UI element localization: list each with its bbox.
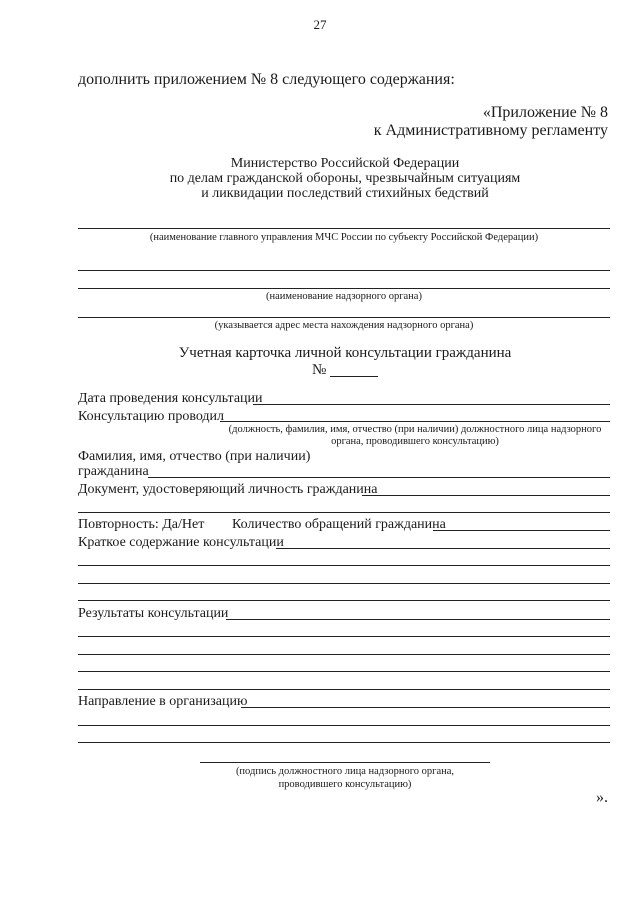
summary-input-line-3[interactable] (78, 583, 610, 584)
official-caption-line-2: органа, проводившего консультацию) (331, 436, 499, 447)
repeat-label: Повторность: Да/Нет (78, 517, 205, 532)
conducted-by-label: Консультацию проводил (78, 409, 225, 424)
signature-caption-line-1: (подпись должностного лица надзорного органа, (235, 766, 455, 777)
request-count-label: Количество обращений гражданина (232, 517, 446, 532)
ministry-line-3: и ликвидации последствий стихийных бедствий (201, 186, 489, 201)
address-line (78, 317, 610, 318)
identity-document-input-line-2[interactable] (78, 512, 610, 513)
referral-label: Направление в организацию (78, 694, 248, 709)
ministry-line-1: Министерство Российской Федерации (230, 156, 460, 171)
closing-quote: ». (596, 789, 608, 806)
date-label: Дата проведения консультации (78, 391, 263, 406)
identity-document-input-line[interactable] (362, 495, 610, 496)
page-number: 27 (313, 17, 327, 32)
citizen-name-input-line[interactable] (148, 477, 610, 478)
supervisory-body-line-1 (78, 270, 610, 271)
summary-input-line-4[interactable] (78, 600, 610, 601)
address-caption: (указывается адрес места нахождения надзорного органа) (214, 320, 474, 331)
referral-input-line-3[interactable] (78, 742, 610, 743)
results-input-line-2[interactable] (78, 636, 610, 637)
referral-input-line-2[interactable] (78, 725, 610, 726)
ministry-line-2: по делам гражданской обороны, чрезвычайным ситуациям (169, 171, 521, 186)
request-count-input-line[interactable] (433, 530, 610, 531)
citizen-name-label-1: Фамилия, имя, отчество (при наличии) (78, 449, 311, 464)
main-department-caption: (наименование главного управления МЧС России по субъекту Российской Федерации) (149, 232, 539, 243)
summary-input-line-2[interactable] (78, 565, 610, 566)
identity-document-label: Документ, удостоверяющий личность гражданина (78, 482, 378, 497)
summary-input-line-1[interactable] (276, 548, 610, 549)
supervisory-body-line-2 (78, 288, 610, 289)
card-number-label: № (312, 362, 327, 378)
conducted-by-input-line[interactable] (220, 421, 610, 422)
card-title: Учетная карточка личной консультации гражданина (178, 345, 512, 361)
summary-label: Краткое содержание консультации (78, 535, 284, 550)
results-input-line-3[interactable] (78, 654, 610, 655)
card-number-line (330, 376, 378, 377)
results-label: Результаты консультации (78, 606, 229, 621)
appendix-line-1: «Приложение № 8 (482, 104, 608, 121)
referral-input-line-1[interactable] (241, 707, 610, 708)
intro-text: дополнить приложением № 8 следующего содержания: (78, 71, 455, 88)
date-input-line[interactable] (253, 404, 610, 405)
main-department-line (78, 228, 610, 229)
results-input-line-5[interactable] (78, 689, 610, 690)
results-input-line-1[interactable] (226, 619, 610, 620)
supervisory-body-caption: (наименование надзорного органа) (266, 291, 422, 302)
results-input-line-4[interactable] (78, 671, 610, 672)
signature-caption-line-2: проводившего консультацию) (278, 779, 412, 790)
signature-line[interactable] (200, 762, 490, 763)
citizen-name-label-2: гражданина (78, 464, 149, 479)
appendix-line-2: к Административному регламенту (373, 122, 608, 139)
official-caption-line-1: (должность, фамилия, имя, отчество (при наличии) должностного лица надзорного (228, 424, 602, 435)
